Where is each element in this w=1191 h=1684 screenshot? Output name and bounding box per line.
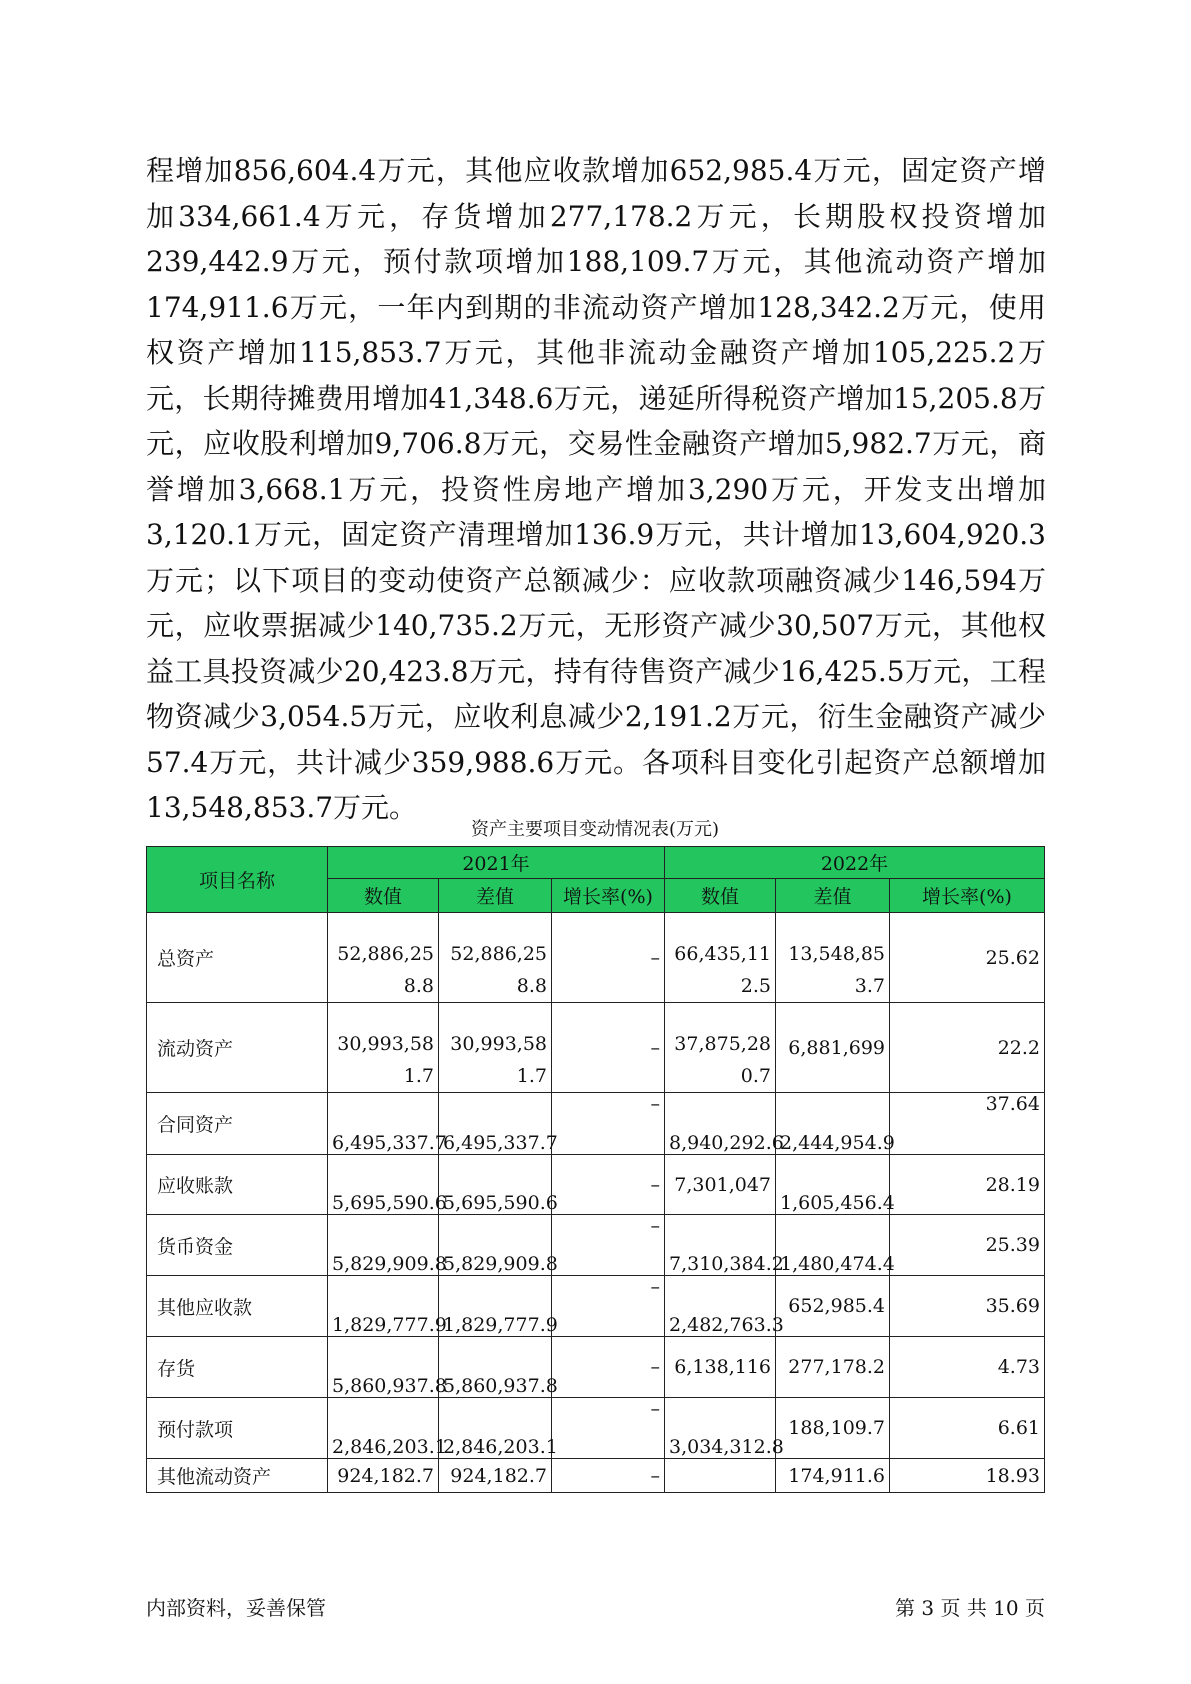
header-growth-2022: 增长率(%) bbox=[890, 879, 1045, 913]
footer-confidential-note: 内部资料，妥善保管 bbox=[146, 1596, 326, 1620]
cell-diff-2021: 5,829,909.8 bbox=[439, 1215, 552, 1276]
cell-value-2021: 5,829,909.8 bbox=[328, 1215, 439, 1276]
cell-diff-2022: 652,985.4 bbox=[776, 1276, 890, 1337]
cell-diff-2022: 1,605,456.4 bbox=[776, 1155, 890, 1215]
header-item-name: 项目名称 bbox=[147, 847, 328, 913]
header-growth-2021: 增长率(%) bbox=[552, 879, 665, 913]
asset-change-table bbox=[146, 846, 1045, 1493]
cell-growth-2022: 18.93 bbox=[890, 1459, 1045, 1493]
cell-diff-2022: 13,548,853.7 bbox=[788, 943, 885, 997]
cell-diff-2021: 5,695,590.6 bbox=[439, 1155, 552, 1215]
cell-value-2021: 6,495,337.7 bbox=[328, 1093, 439, 1155]
cell-diff-2022: 6,881,699 bbox=[776, 1003, 890, 1093]
cell-growth-2021: – bbox=[552, 1398, 665, 1459]
header-year-2022: 2022年 bbox=[665, 847, 1045, 879]
cell-value-2021: 5,860,937.8 bbox=[328, 1337, 439, 1398]
footer-page-number: 第 3 页 共 10 页 bbox=[895, 1596, 1045, 1620]
cell-growth-2021: – bbox=[552, 1276, 665, 1337]
cell-value-2022: 3,034,312.8 bbox=[665, 1398, 776, 1459]
row-name: 存货 bbox=[147, 1337, 328, 1398]
table-row bbox=[147, 1276, 1045, 1337]
cell-growth-2022: 37.64 bbox=[890, 1093, 1045, 1155]
cell-diff-2022: 174,911.6 bbox=[776, 1459, 890, 1493]
cell-value-2022: 6,138,116 bbox=[665, 1337, 776, 1398]
cell-diff-2022: 277,178.2 bbox=[776, 1337, 890, 1398]
cell-value-2021: 924,182.7 bbox=[328, 1459, 439, 1493]
table-row bbox=[147, 1459, 1045, 1493]
cell-value-2022: 7,310,384.2 bbox=[665, 1215, 776, 1276]
cell-value-2021: 1,829,777.9 bbox=[328, 1276, 439, 1337]
cell-value-2021: 52,886,258.8 bbox=[337, 943, 434, 997]
cell-diff-2022: 1,480,474.4 bbox=[776, 1215, 890, 1276]
cell-growth-2022: 35.69 bbox=[890, 1276, 1045, 1337]
cell-growth-2022: 22.2 bbox=[890, 1003, 1045, 1093]
cell-growth-2021: – bbox=[552, 1215, 665, 1276]
header-value-2021: 数值 bbox=[328, 879, 439, 913]
cell-growth-2021: – bbox=[552, 1337, 665, 1398]
row-name: 总资产 bbox=[147, 913, 328, 1003]
table-caption: 资产主要项目变动情况表(万元) bbox=[470, 819, 720, 840]
cell-diff-2021: 5,860,937.8 bbox=[439, 1337, 552, 1398]
table-row bbox=[147, 1003, 1045, 1093]
cell-diff-2021: 2,846,203.1 bbox=[439, 1398, 552, 1459]
row-name: 合同资产 bbox=[147, 1093, 328, 1155]
cell-growth-2022: 6.61 bbox=[890, 1398, 1045, 1459]
table-row bbox=[147, 1215, 1045, 1276]
cell-growth-2022: 28.19 bbox=[890, 1155, 1045, 1215]
cell-growth-2021: – bbox=[552, 913, 665, 1003]
cell-growth-2022: 25.39 bbox=[890, 1215, 1045, 1276]
cell-value-2022: 2,482,763.3 bbox=[665, 1276, 776, 1337]
cell-diff-2021: 924,182.7 bbox=[439, 1459, 552, 1493]
row-name: 应收账款 bbox=[147, 1155, 328, 1215]
cell-value-2021: 30,993,581.7 bbox=[337, 1033, 434, 1087]
cell-value-2022: 37,875,280.7 bbox=[674, 1033, 771, 1087]
header-value-2022: 数值 bbox=[665, 879, 776, 913]
header-diff-2022: 差值 bbox=[776, 879, 890, 913]
cell-growth-2021: – bbox=[552, 1459, 665, 1493]
row-name: 其他应收款 bbox=[147, 1276, 328, 1337]
cell-diff-2022: 188,109.7 bbox=[776, 1398, 890, 1459]
row-name: 预付款项 bbox=[147, 1398, 328, 1459]
cell-value-2022 bbox=[665, 1459, 776, 1493]
cell-value-2022: 7,301,047 bbox=[665, 1155, 776, 1215]
cell-value-2021: 5,695,590.6 bbox=[328, 1155, 439, 1215]
cell-value-2022: 8,940,292.6 bbox=[665, 1093, 776, 1155]
row-name: 流动资产 bbox=[147, 1003, 328, 1093]
row-name: 货币资金 bbox=[147, 1215, 328, 1276]
cell-diff-2021: 52,886,258.8 bbox=[450, 943, 547, 997]
cell-growth-2021: – bbox=[552, 1093, 665, 1155]
cell-value-2022: 66,435,112.5 bbox=[674, 943, 771, 997]
header-diff-2021: 差值 bbox=[439, 879, 552, 913]
cell-growth-2021: – bbox=[552, 1003, 665, 1093]
table-row bbox=[147, 1155, 1045, 1215]
body-paragraph: 程增加856,604.4万元，其他应收款增加652,985.4万元，固定资产增加334,661.4万元，存货增加277,178.2万元，长期股权投资增加239,442.9万元，预付款项增加188,109.7万元，其他流动资产增加174,911.6万元，一年内到期的非流动资产增加128,342.2万元，使用权资产增加115,853.7万元，其他非流动金融资产增加105,225.2万元，长期待摊费用增加41,348.6万元，递延所得税资产增加15,205.8万元，应收股利增加9,706.8万元，交易性金融资产增加5,982.7万元，商誉增加3,668.1万元，投资性房地产增加3,290万元，开发支出增加3,120.1万元，固定资产清理增加136.9万元，共计增加13,604,920.3万元；以下项目的变动使资产总额减少：应收款项融资减少146,594万元，应收票据减少140,735.2万元，无形资产减少30,507万元，其他权益工具投资减少20,423.8万元，持有待售资产减少16,425.5万元，工程物资减少3,054.5万元，应收利息减少2,191.2万元，衍生金融资产减少57.4万元，共计减少359,988.6万元。各项科目变化引起资产总额增加13,548,853.7万元。 bbox=[146, 154, 1046, 824]
table-row bbox=[147, 1093, 1045, 1155]
header-year-2021: 2021年 bbox=[328, 847, 665, 879]
cell-growth-2022: 4.73 bbox=[890, 1337, 1045, 1398]
cell-growth-2022: 25.62 bbox=[890, 913, 1045, 1003]
cell-value-2021: 2,846,203.1 bbox=[328, 1398, 439, 1459]
table-row bbox=[147, 1398, 1045, 1459]
row-name: 其他流动资产 bbox=[147, 1459, 328, 1493]
cell-diff-2021: 30,993,581.7 bbox=[450, 1033, 547, 1087]
cell-diff-2022: 2,444,954.9 bbox=[776, 1093, 890, 1155]
cell-growth-2021: – bbox=[552, 1155, 665, 1215]
table-row bbox=[147, 1337, 1045, 1398]
cell-diff-2021: 1,829,777.9 bbox=[439, 1276, 552, 1337]
table-row bbox=[147, 913, 1045, 1003]
cell-diff-2021: 6,495,337.7 bbox=[439, 1093, 552, 1155]
